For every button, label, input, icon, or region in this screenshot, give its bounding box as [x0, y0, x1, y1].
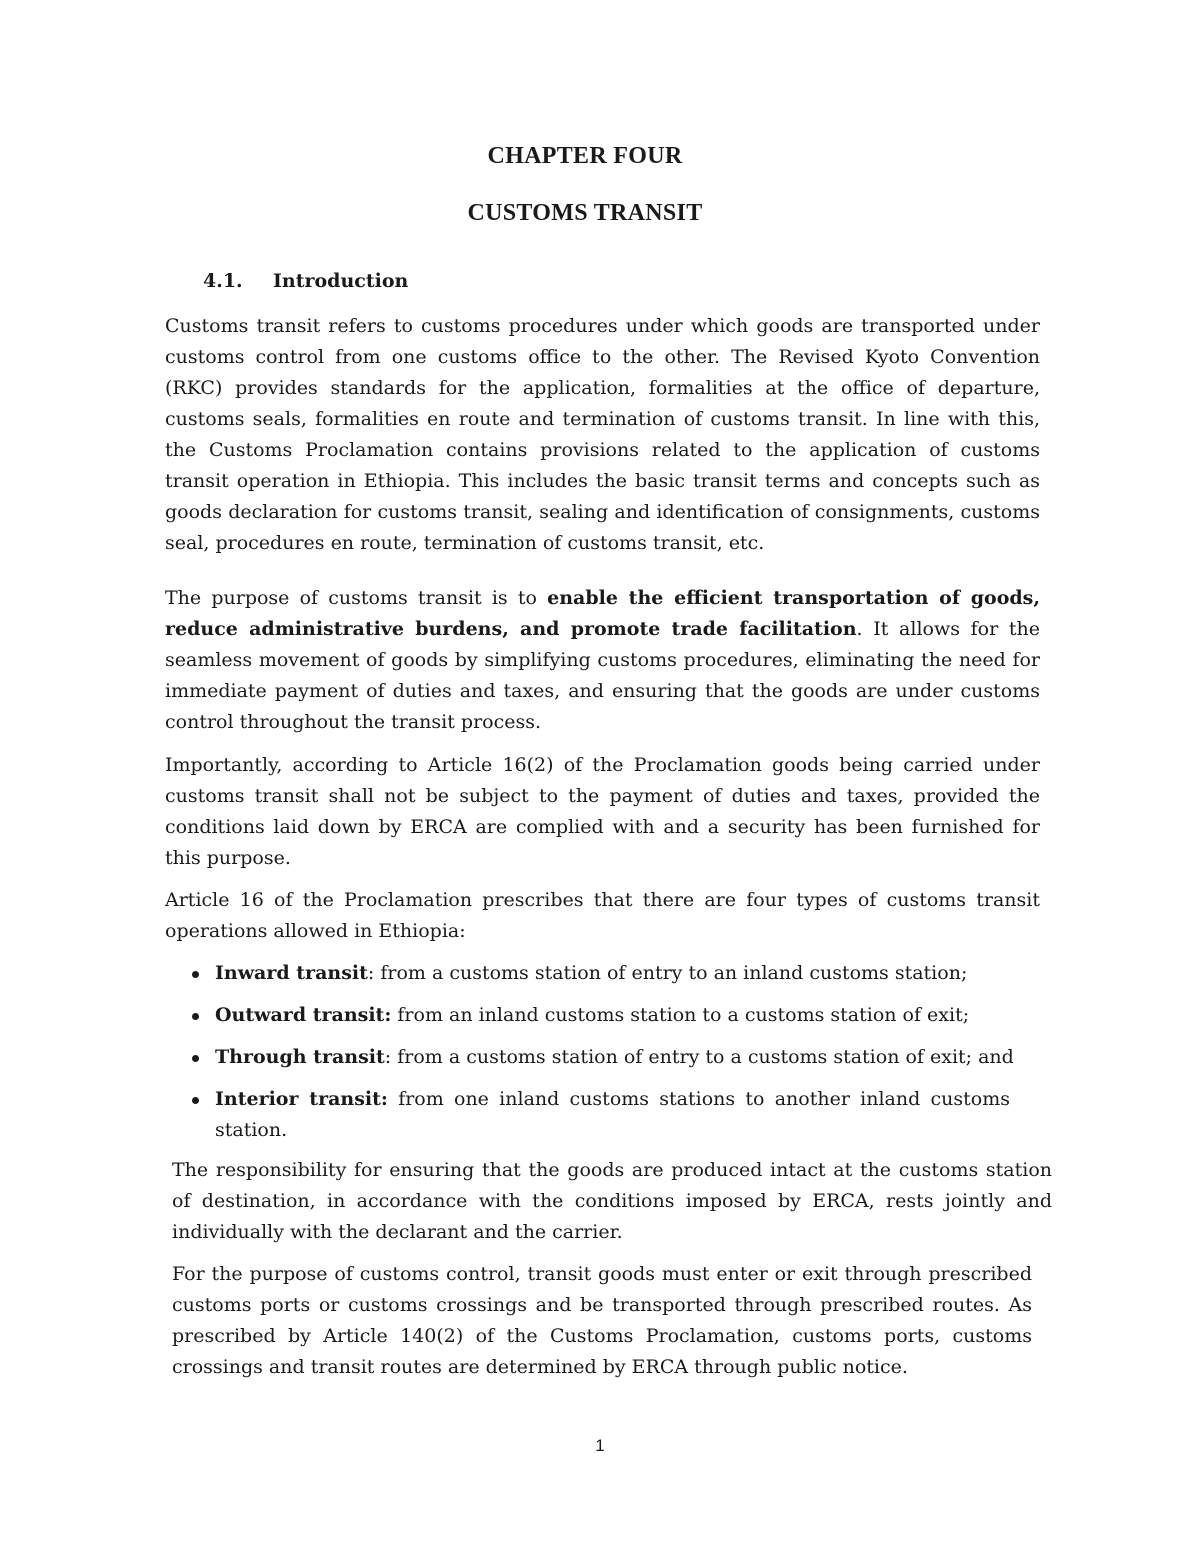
term-separator: : — [384, 1046, 398, 1068]
transit-term: Outward transit: — [215, 1004, 392, 1026]
transit-term: Through transit — [215, 1046, 385, 1068]
paragraph-customs-control: For the purpose of customs control, transit goods must enter or exit through prescribed customs ports or customs crossings and be transported through prescribed routes. As prescribed by Article 140(2) of the Customs Proclamation, customs ports, customs crossings and transit routes are determined by ERCA through public notice. — [172, 1263, 1032, 1378]
term-separator: : — [367, 962, 381, 984]
paragraph-purpose-rest: . It allows for the seamless movement of goods by simplifying customs procedures, eliminating the need for immediate payment of duties and taxes, and ensuring that the goods are under customs control throughout the transit process. — [165, 618, 1040, 733]
paragraph-article-16: Article 16 of the Proclamation prescribes that there are four types of customs transit operations allowed in Ethiopia: — [165, 889, 1040, 942]
paragraph-article-16-2: Importantly, according to Article 16(2) of the Proclamation goods being carried under customs transit shall not be subject to the payment of duties and taxes, provided the conditions laid down by ERCA are complied with and a security has been furnished for this purpose. — [165, 754, 1040, 869]
bullet-icon — [192, 971, 199, 978]
section-heading — [203, 270, 408, 292]
section-title: Introduction — [273, 270, 409, 292]
bullet-icon — [192, 1097, 199, 1104]
paragraph-purpose-lead: The purpose of customs transit is to — [165, 587, 548, 609]
section-number: 4.1. — [203, 270, 243, 292]
transit-description: from one inland customs stations to another inland customs station. — [215, 1088, 1010, 1141]
transit-description: from an inland customs station to a customs station of exit; — [397, 1004, 970, 1026]
chapter-title: CHAPTER FOUR — [487, 143, 683, 169]
term-separator — [388, 1088, 398, 1110]
list-item — [165, 1042, 1040, 1073]
transit-description: from a customs station of entry to an inland customs station; — [380, 962, 968, 984]
page-number: 1 — [595, 1436, 605, 1455]
document-page — [165, 0, 1052, 1553]
chapter-subtitle: CUSTOMS TRANSIT — [467, 200, 703, 226]
list-item — [165, 1084, 1040, 1146]
transit-types-list — [165, 958, 1040, 1146]
transit-description: from a customs station of entry to a customs station of exit; and — [397, 1046, 1014, 1068]
paragraph-purpose — [165, 583, 1040, 738]
paragraph-responsibility: The responsibility for ensuring that the goods are produced intact at the customs station of destination, in accordance with the conditions imposed by ERCA, rests jointly and individually with the declarant and the carrier. — [172, 1159, 1052, 1243]
list-item — [165, 958, 1040, 989]
bullet-icon — [192, 1055, 199, 1062]
paragraph-intro: Customs transit refers to customs procedures under which goods are transported under customs control from one customs office to the other. The Revised Kyoto Convention (RKC) provides standards for the application, formalities at the office of departure, customs seals, formalities en route and termination of customs transit. In line with this, the Customs Proclamation contains provisions related to the application of customs transit operation in Ethiopia. This includes the basic transit terms and concepts such as goods declaration for customs transit, sealing and identification of consignments, customs seal, procedures en route, termination of customs transit, etc. — [165, 315, 1040, 554]
list-item — [165, 1000, 1040, 1031]
bullet-icon — [192, 1013, 199, 1020]
transit-term: Interior transit: — [215, 1088, 388, 1110]
paragraph-purpose-emphasis: enable the efficient transportation of goods, reduce administrative burdens, and promote trade facilitation — [165, 587, 1040, 640]
transit-term: Inward transit — [215, 962, 368, 984]
